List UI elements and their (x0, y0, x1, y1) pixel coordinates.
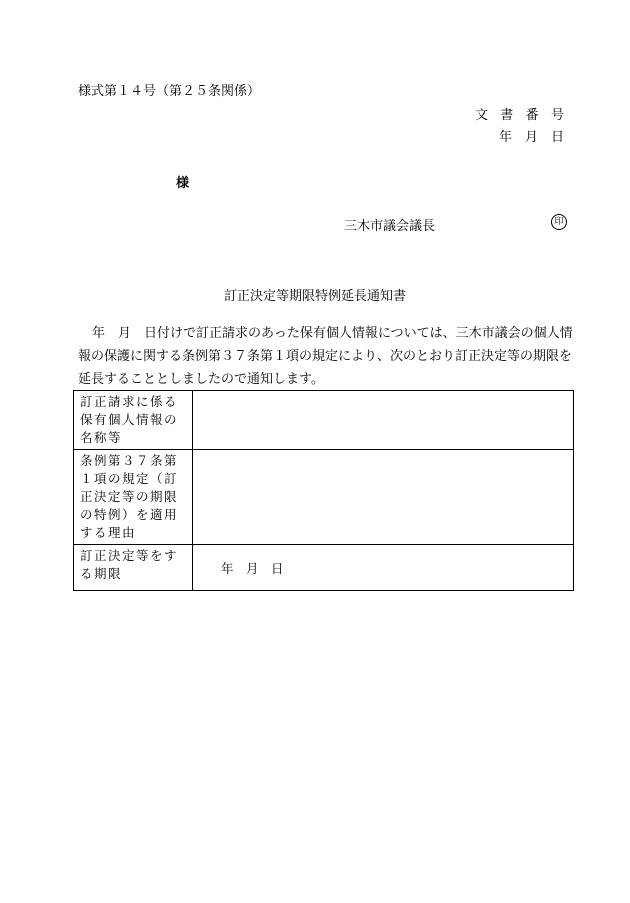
table-row (74, 391, 574, 450)
row-label-info-name: 訂正請求に係る保有個人情報の名称等 (74, 391, 193, 450)
row-value-info-name[interactable] (193, 391, 574, 450)
body-text: 年 月 日付けで訂正請求のあった保有個人情報については、三木市議会の個人情報の保護に関する条例第３７条第１項の規定により、次のとおり訂正決定等の期限を延長することとしましたので通知します。 (78, 326, 573, 387)
issue-date: 年 月 日 (498, 130, 564, 145)
seal-mark-icon: 印 (551, 214, 567, 230)
table-row (74, 545, 574, 591)
table-row (74, 450, 574, 545)
row-value-reason[interactable] (193, 450, 574, 545)
document-title: 訂正決定等期限特例延長通知書 (223, 289, 406, 304)
row-label-deadline: 訂正決定等をする期限 (74, 545, 193, 591)
row-label-reason: 条例第３７条第１項の規定（訂正決定等の期限の特例）を適用する理由 (74, 450, 193, 545)
row-value-deadline[interactable] (193, 545, 574, 591)
form-number: 様式第１４号（第２５条関係） (78, 84, 261, 99)
info-table (73, 390, 574, 591)
document-number-label: 文書番号 (474, 108, 577, 123)
sender-title: 三木市議会議長 (344, 219, 436, 234)
addressee-honorific: 様 (176, 176, 190, 191)
body-paragraph (78, 322, 578, 391)
deadline-date: 年 月 日 (221, 560, 284, 576)
